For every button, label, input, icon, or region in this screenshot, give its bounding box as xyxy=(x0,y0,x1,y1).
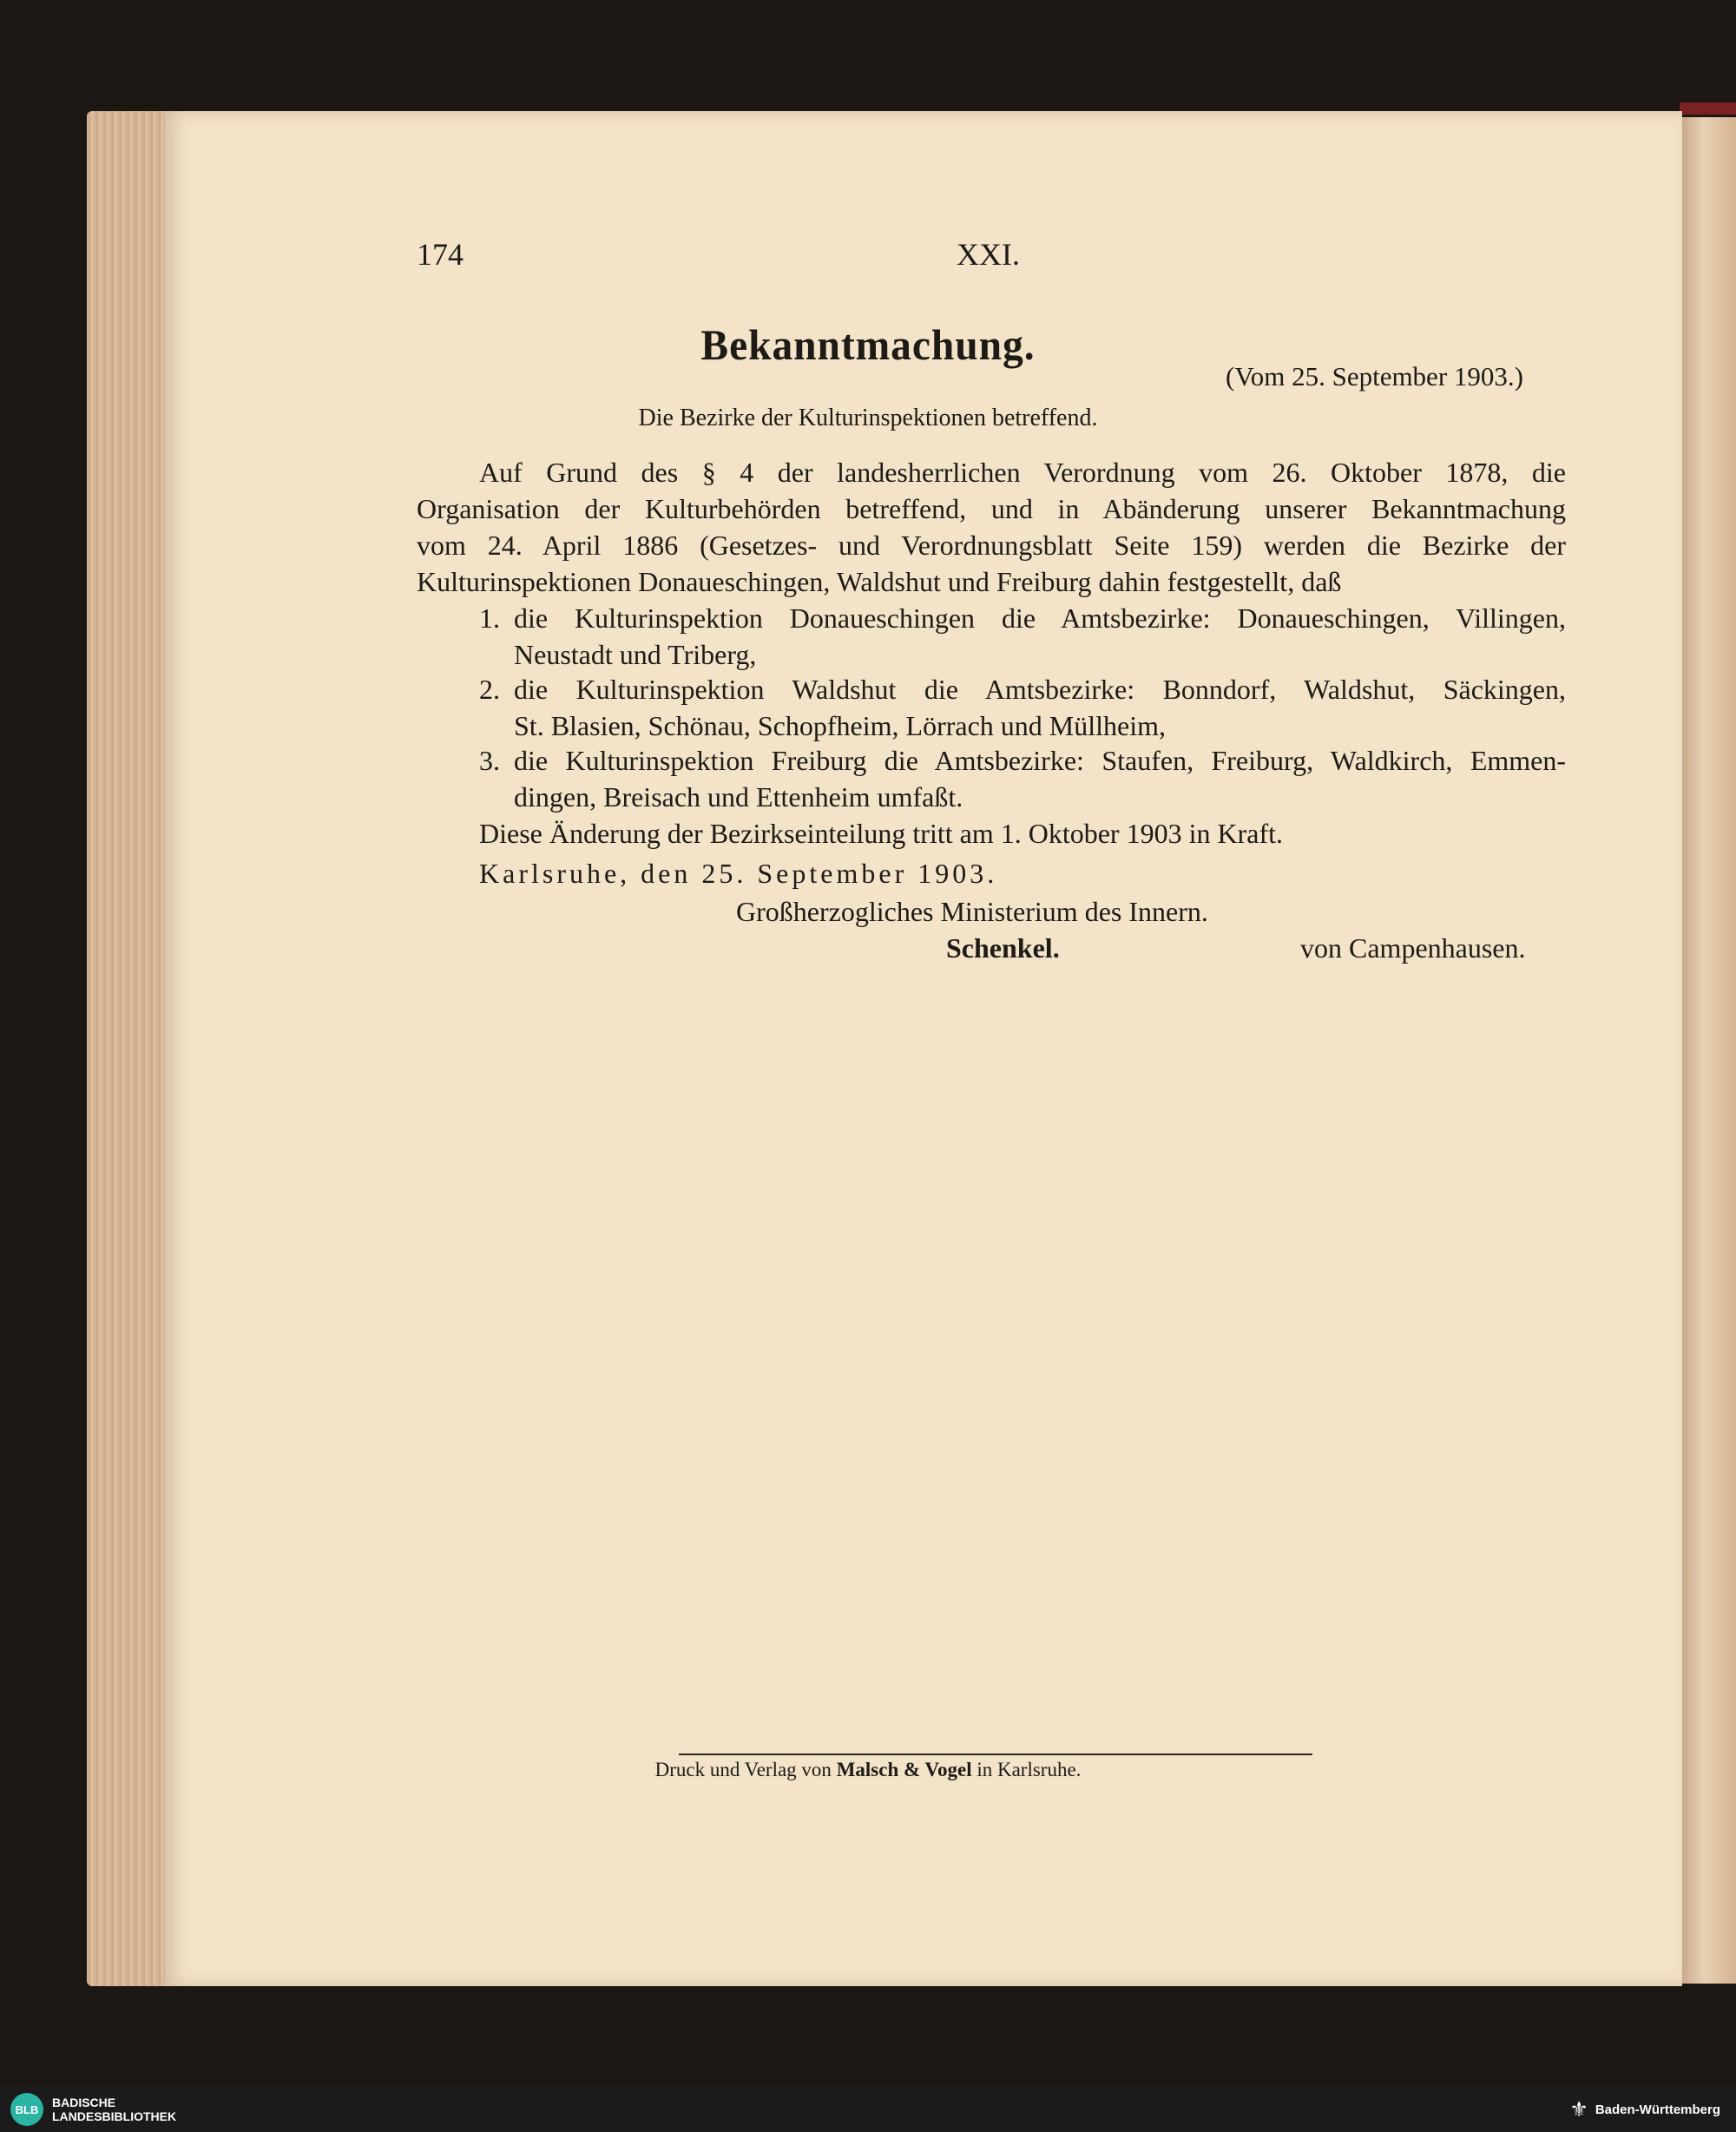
list-item-number: 2. xyxy=(479,674,500,705)
page-edges xyxy=(87,111,174,1986)
list-item-line: dingen, Breisach und Ettenheim umfaßt. xyxy=(514,781,963,813)
imprint-prefix: Druck und Verlag von xyxy=(654,1759,837,1780)
paragraph-line: vom 24. April 1886 (Gesetzes- und Verordnungsblatt Seite 159) werden die Bezirke der xyxy=(417,530,1566,561)
list-item-line: St. Blasien, Schönau, Schopfheim, Lörrach und Müllheim, xyxy=(514,710,1166,741)
page-number: 174 xyxy=(417,237,464,272)
list-item-number: 1. xyxy=(479,602,500,634)
coat-of-arms-icon: ⚜ xyxy=(1569,2097,1588,2122)
place-and-date: Karlsruhe, den 25. September 1903. xyxy=(479,858,998,889)
imprint-divider xyxy=(679,1754,1312,1755)
footer-bar xyxy=(0,2087,1736,2132)
blb-brand[interactable] xyxy=(10,2093,176,2126)
imprint xyxy=(0,1759,1736,1781)
blb-logo-icon: BLB xyxy=(10,2093,43,2126)
list-item-number: 3. xyxy=(479,745,500,776)
facing-page-edge xyxy=(1682,117,1736,1984)
list-item-line: die Kulturinspektion Donaueschingen die Amtsbezirke: Donaueschingen, Villingen, xyxy=(514,602,1566,634)
list-item-line: die Kulturinspektion Waldshut die Amtsbezirke: Bonndorf, Waldshut, Säckingen, xyxy=(514,674,1566,705)
list-item-line: die Kulturinspektion Freiburg die Amtsbezirke: Staufen, Freiburg, Waldkirch, Emmen- xyxy=(514,745,1566,776)
bw-brand[interactable] xyxy=(1569,2097,1720,2122)
paragraph-line: Kulturinspektionen Donaueschingen, Waldshut und Freiburg dahin festgestellt, daß xyxy=(417,566,1342,597)
document-subtitle: Die Bezirke der Kulturinspektionen betreffend. xyxy=(638,405,1098,431)
list-item-line: Neustadt und Triberg, xyxy=(514,639,757,670)
paragraph-line: Organisation der Kulturbehörden betreffend, und in Abänderung unserer Bekanntmachung xyxy=(417,493,1566,524)
binding-mark xyxy=(1680,102,1736,115)
closing-sentence: Diese Änderung der Bezirkseinteilung tritt am 1. Oktober 1903 in Kraft. xyxy=(479,818,1283,849)
ministry-line: Großherzogliches Ministerium des Innern. xyxy=(736,896,1208,927)
bw-name: Baden-Württemberg xyxy=(1595,2102,1720,2117)
signature-schenkel: Schenkel. xyxy=(946,932,1060,964)
document-date: (Vom 25. September 1903.) xyxy=(1226,361,1523,392)
paragraph-line: Auf Grund des § 4 der landesherrlichen Verordnung vom 26. Oktober 1878, die xyxy=(479,457,1566,488)
imprint-publisher: Malsch & Vogel xyxy=(836,1759,972,1780)
section-number: XXI. xyxy=(957,237,1020,272)
blb-name-line1: BADISCHE xyxy=(52,2096,116,2109)
blb-name xyxy=(52,2096,176,2123)
document-title: Bekanntmachung. xyxy=(700,320,1036,369)
blb-name-line2: LANDESBIBLIOTHEK xyxy=(52,2109,177,2123)
signature-campenhausen: von Campenhausen. xyxy=(1300,932,1526,964)
book-page xyxy=(165,111,1682,1986)
imprint-suffix: in Karlsruhe. xyxy=(971,1759,1082,1780)
